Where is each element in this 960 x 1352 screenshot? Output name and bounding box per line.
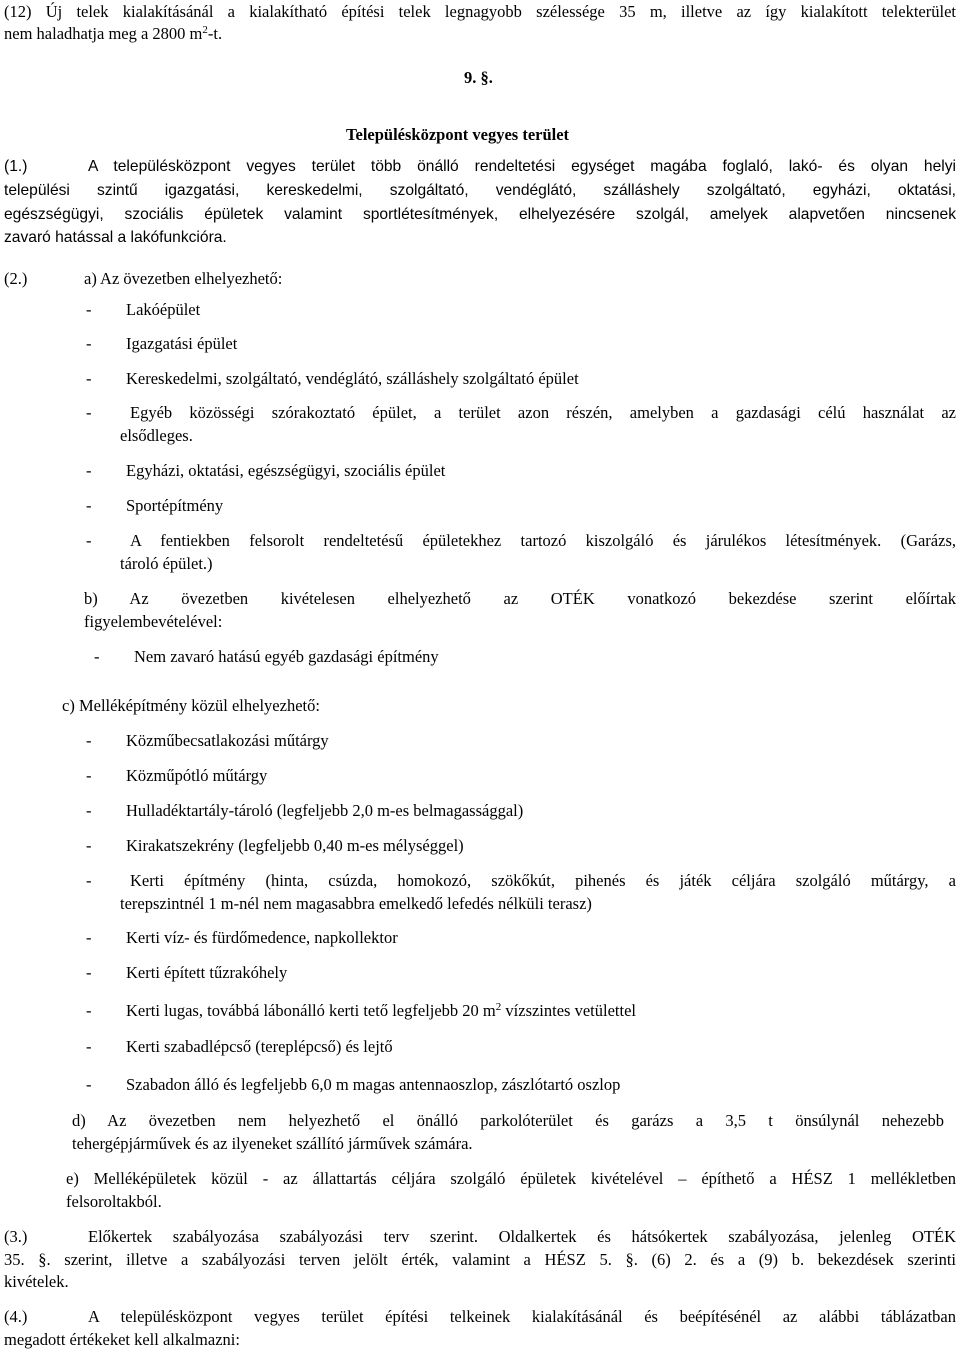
p12-line2-text: nem haladhatja meg a 2800 m xyxy=(4,24,203,43)
a-item-5: Egyházi, oktatási, egészségügyi, szociális épület xyxy=(126,461,446,480)
p12-line1: (12) Új telek kialakításánál a kialakítható építési telek legnagyobb szélessége 35 m, illetve az így kialakított telekterület xyxy=(4,2,956,21)
c-item-5-line1: Kerti építmény (hinta, csúzda, homokozó, szökőkút, pihenés és játék céljára szolgáló műtárgy, a xyxy=(130,871,956,890)
c-item-9: Kerti szabadlépcső (tereplépcső) és lejtő xyxy=(126,1037,393,1056)
p4-number: (4.) xyxy=(4,1307,28,1326)
p3-line3: kivételek. xyxy=(4,1272,69,1291)
a-item-7-dash: - xyxy=(86,531,92,550)
p1-number: (1.) xyxy=(4,158,28,175)
p1-line4: zavaró hatással a lakófunkcióra. xyxy=(4,229,227,246)
p12-line2 xyxy=(4,24,222,44)
a-item-3-dash: - xyxy=(86,369,92,388)
p3-line2: 35. §. szerint, illetve a szabályozási terven jelölt érték, valamint a HÉSZ 5. §. (6) 2. és a (9) b. bekezdések szerinti xyxy=(4,1250,956,1269)
p12-line2-end: -t. xyxy=(207,24,223,43)
p3-line1: Előkertek szabályozása szabályozási terv szerint. Oldalkertek és hátsókertek szabályozása, jelenleg OTÉK xyxy=(88,1227,956,1246)
c-item-9-dash: - xyxy=(86,1037,92,1056)
p2-d-line2: tehergépjárművek és az ilyeneket szállító járművek számára. xyxy=(72,1134,473,1153)
a-item-2-dash: - xyxy=(86,334,92,353)
p2-e-line1: e) Melléképületek közül - az állattartás céljára szolgáló épületek kivételével – építhető a HÉSZ 1 mellékletben xyxy=(66,1169,956,1188)
c-item-7-dash: - xyxy=(86,963,92,982)
p2-e-line2: felsoroltakból. xyxy=(66,1192,162,1211)
p2-a-heading: a) Az övezetben elhelyezhető: xyxy=(84,269,283,288)
c-item-8 xyxy=(126,1001,636,1021)
c-item-8-sup: 2 xyxy=(495,1001,502,1013)
p2-b-line2: figyelembevételével: xyxy=(84,612,223,631)
a-item-4-dash: - xyxy=(86,403,92,422)
c-item-10: Szabadon álló és legfeljebb 6,0 m magas antennaoszlop, zászlótartó oszlop xyxy=(126,1075,621,1094)
c-item-6: Kerti víz- és fürdőmedence, napkollektor xyxy=(126,928,398,947)
c-item-5-dash: - xyxy=(86,871,92,890)
c-item-5-line2: terepszintnél 1 m-nél nem magasabbra emelkedő lefedés nélküli terasz) xyxy=(120,894,592,913)
p2-number: (2.) xyxy=(4,269,28,288)
a-item-2: Igazgatási épület xyxy=(126,334,238,353)
c-item-2: Közműpótló műtárgy xyxy=(126,766,268,785)
a-item-7-line2: tároló épület.) xyxy=(120,554,213,573)
b-item-1: Nem zavaró hatású egyéb gazdasági építmény xyxy=(134,647,439,666)
c-item-4: Kirakatszekrény (legfeljebb 0,40 m-es mélységgel) xyxy=(126,836,464,855)
p2-d-line1: d) Az övezetben nem helyezhető el önálló parkolóterület és garázs a 3,5 t önsúlynál nehezebb xyxy=(72,1111,944,1130)
a-item-7-line1: A fentiekben felsorolt rendeltetésű épületekhez tartozó kiszolgáló és járulékos létesítmények. (Garázs, xyxy=(130,531,956,550)
a-item-3: Kereskedelmi, szolgáltató, vendéglátó, szálláshely szolgáltató épület xyxy=(126,369,579,388)
p2-b-line1: b) Az övezetben kivételesen elhelyezhető az OTÉK vonatkozó bekezdése szerint előírtak xyxy=(84,589,956,608)
c-item-1: Közműbecsatlakozási műtárgy xyxy=(126,731,329,750)
p12-sup: 2 xyxy=(202,24,208,36)
p4-line2: megadott értékeket kell alkalmazni: xyxy=(4,1330,240,1349)
p2-c-heading: c) Melléképítmény közül elhelyezhető: xyxy=(62,696,320,715)
c-item-8-end: vízszintes vetülettel xyxy=(501,1001,636,1020)
c-item-10-dash: - xyxy=(86,1075,92,1094)
c-item-3-dash: - xyxy=(86,801,92,820)
c-item-2-dash: - xyxy=(86,766,92,785)
c-item-3: Hulladéktartály-tároló (legfeljebb 2,0 m-es belmagassággal) xyxy=(126,801,524,820)
c-item-6-dash: - xyxy=(86,928,92,947)
a-item-4-line2: elsődleges. xyxy=(120,426,193,445)
p3-number: (3.) xyxy=(4,1227,28,1246)
p1-line2: települési szintű igazgatási, kereskedelmi, szolgáltató, vendéglátó, szálláshely szolgáltató, egyházi, oktatási, xyxy=(4,182,956,199)
c-item-4-dash: - xyxy=(86,836,92,855)
p4-line1: A településközpont vegyes terület építési telkeinek kialakításánál és beépítésénél az alábbi táblázatban xyxy=(88,1307,956,1326)
section-number: 9. §. xyxy=(464,68,493,87)
a-item-6-dash: - xyxy=(86,496,92,515)
section-title: Településközpont vegyes terület xyxy=(346,125,570,144)
c-item-8-dash: - xyxy=(86,1001,92,1020)
b-item-1-dash: - xyxy=(94,647,100,666)
c-item-1-dash: - xyxy=(86,731,92,750)
c-item-7: Kerti épített tűzrakóhely xyxy=(126,963,288,982)
p1-line3: egészségügyi, szociális épületek valamint sportlétesítmények, elhelyezésére szolgál, amelyek alapvetően nincsenek xyxy=(4,206,956,223)
a-item-6: Sportépítmény xyxy=(126,496,224,515)
c-item-8-text: Kerti lugas, továbbá lábonálló kerti tető legfeljebb 20 m xyxy=(126,1001,496,1020)
a-item-1-dash: - xyxy=(86,300,92,319)
a-item-5-dash: - xyxy=(86,461,92,480)
a-item-4-line1: Egyéb közösségi szórakoztató épület, a terület azon részén, amelyben a gazdasági célú használat az xyxy=(130,403,956,422)
p1-line1: A településközpont vegyes terület több önálló rendeltetési egységet magába foglaló, lakó- és olyan helyi xyxy=(88,158,956,175)
a-item-1: Lakóépület xyxy=(126,300,201,319)
